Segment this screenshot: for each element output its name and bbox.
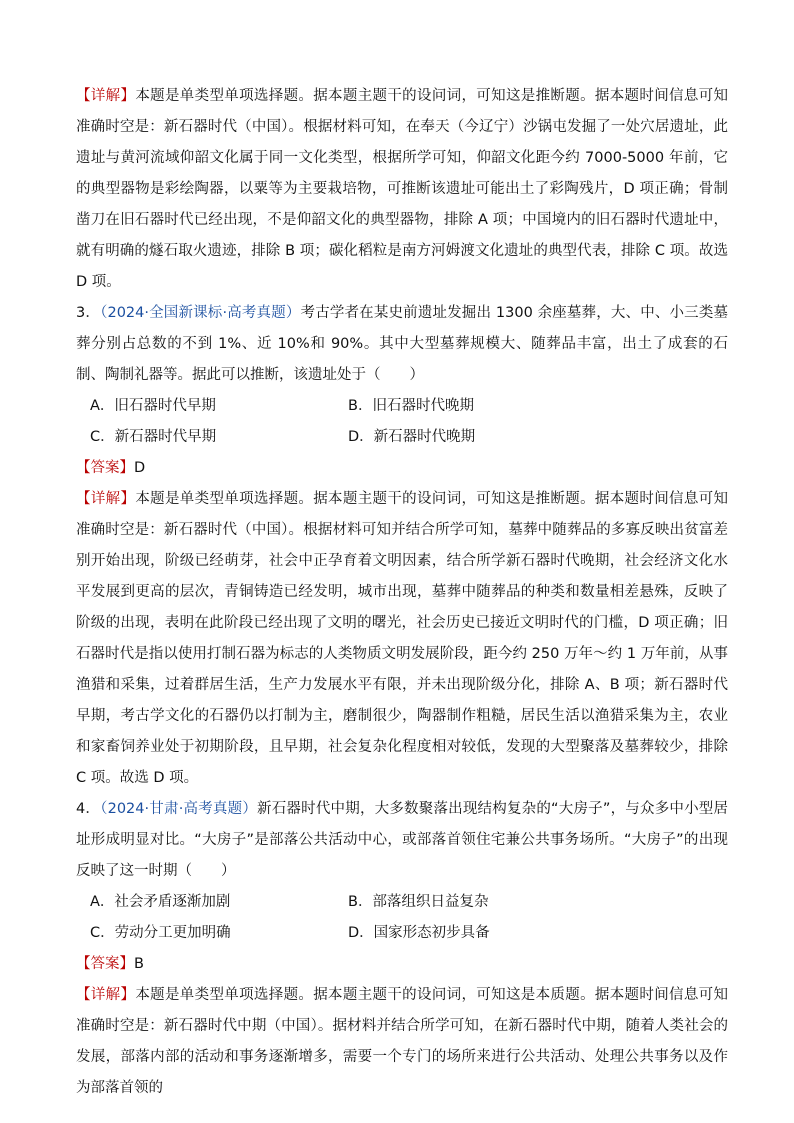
q3-options	[76, 391, 728, 453]
option-b: B．部落组织日益复杂	[348, 894, 489, 910]
question-source: （2024·甘肃·高考真题）	[100, 801, 258, 817]
q4-explanation	[76, 980, 728, 1104]
question-source: （2024·全国新课标·高考真题）	[100, 305, 301, 321]
explanation-label: 【详解】	[76, 987, 136, 1003]
explanation-text: 本题是单类型单项选择题。据本题主题干的设问词，可知这是本质题。据本题时间信息可知准确时空是：新石器时代中期（中国）。据材料并结合所学可知，在新石器时代中期，随着人类社会的发展，部落内部的活动和事务逐渐增多，需要一个专门的场所来进行公共活动、处理公共事务以及作为部落首领的	[76, 987, 729, 1096]
q4-options	[76, 887, 728, 949]
option-b: B．旧石器时代晚期	[348, 398, 474, 414]
explanation-label: 【详解】	[76, 88, 136, 104]
answer-value: D	[134, 460, 146, 476]
q4-answer	[76, 949, 728, 980]
option-d: D．新石器时代晚期	[348, 429, 476, 445]
q3-explanation	[76, 484, 728, 794]
option-d: D．国家形态初步具备	[348, 925, 490, 941]
q3-stem	[76, 298, 728, 391]
q3-answer	[76, 453, 728, 484]
question-number: 4．	[76, 801, 101, 817]
option-a: A．社会矛盾逐渐加剧	[90, 894, 231, 910]
question-number: 3．	[76, 305, 101, 321]
answer-label: 【答案】	[76, 956, 134, 972]
question-stem-text: 考古学者在某史前遗址发掘出 1300 余座墓葬，大、中、小三类墓葬分别占总数的不到 1%、近 10%和 90%。其中大型墓葬规模大、随葬品丰富，出土了成套的石制、陶制礼器等。据此可以推断，该遗址处于（ ）	[76, 305, 728, 383]
answer-label: 【答案】	[76, 460, 134, 476]
explanation-label: 【详解】	[76, 491, 136, 507]
answer-value: B	[134, 956, 144, 972]
explanation-text: 本题是单类型单项选择题。据本题主题干的设问词，可知这是推断题。据本题时间信息可知准确时空是：新石器时代（中国）。根据材料可知，在奉天（今辽宁）沙锅屯发掘了一处穴居遗址，此遗址与黄河流域仰韶文化属于同一文化类型，根据所学可知，仰韶文化距今约 7000-5000 年前，它的典型器物是彩绘陶器，以粟等为主要栽培物，可推断该遗址可能出土了彩陶残片，D 项正确；骨制凿刀在旧石器时代已经出现，不是仰韶文化的典型器物，排除 A 项；中国境内的旧石器时代遗址中，就有明确的燧石取火遗迹，排除 B 项；碳化稻粒是南方河姆渡文化遗址的典型代表，排除 C 项。故选 D 项。	[76, 88, 729, 290]
q4-stem	[76, 794, 728, 887]
option-c: C．劳动分工更加明确	[90, 925, 231, 941]
explanation-text: 本题是单类型单项选择题。据本题主题干的设问词，可知这是推断题。据本题时间信息可知准确时空是：新石器时代（中国）。根据材料可知并结合所学可知，墓葬中随葬品的多寡反映出贫富差别开始出现，阶级已经萌芽，社会中正孕育着文明因素，结合所学新石器时代晚期，社会经济文化水平发展到更高的层次，青铜铸造已经发明，城市出现，墓葬中随葬品的种类和数量相差悬殊，反映了阶级的出现，表明在此阶段已经出现了文明的曙光，社会历史已接近文明时代的门槛，D 项正确；旧石器时代是指以使用打制石器为标志的人类物质文明发展阶段，距今约 250 万年～约 1 万年前，从事渔猎和采集，过着群居生活，生产力发展水平有限，并未出现阶级分化，排除 A、B 项；新石器时代早期，考古学文化的石器仍以打制为主，磨制很少，陶器制作粗糙，居民生活以渔猎采集为主，农业和家畜饲养业处于初期阶段，且早期，社会复杂化程度相对较低，发现的大型聚落及墓葬较少，排除 C 项。故选 D 项。	[76, 491, 729, 786]
question-stem-text: 新石器时代中期，大多数聚落出现结构复杂的“大房子”，与众多中小型居址形成明显对比。“大房子”是部落公共活动中心，或部落首领住宅兼公共事务场所。“大房子”的出现反映了这一时期（ ）	[76, 801, 728, 879]
q2-explanation	[76, 81, 728, 298]
option-a: A．旧石器时代早期	[90, 398, 216, 414]
option-c: C．新石器时代早期	[90, 429, 217, 445]
